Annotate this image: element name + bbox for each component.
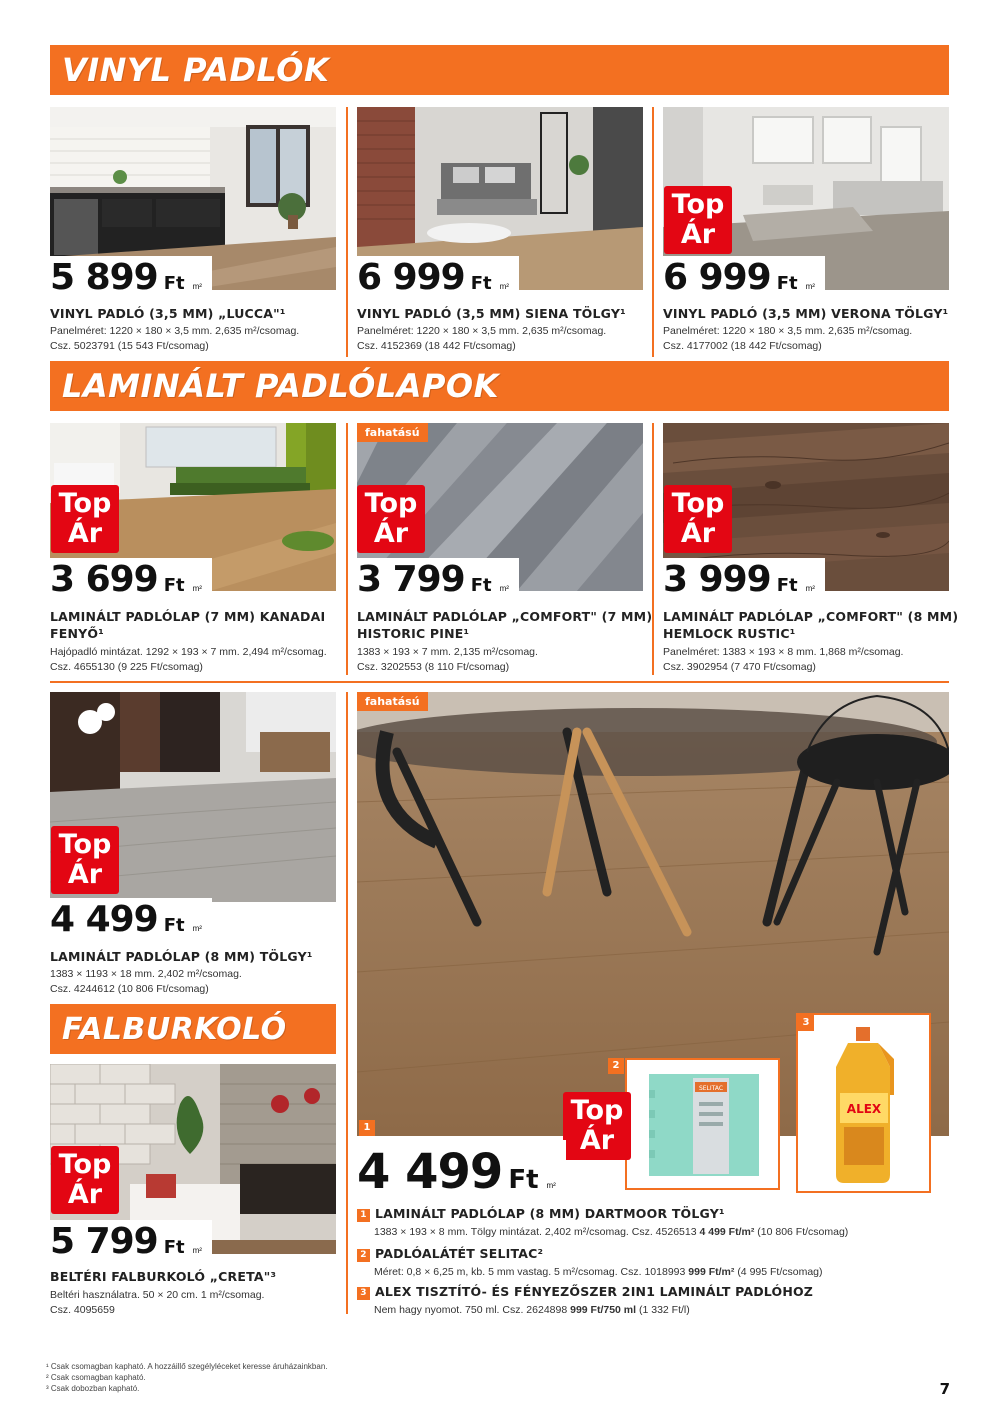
product-desc: Csz. 4244612 (10 806 Ft/csomag): [50, 983, 209, 995]
badge-line-top: Top: [364, 488, 418, 519]
product-desc: Panelméret: 1220 × 180 × 3,5 mm. 2,635 m²/csomag.: [357, 325, 607, 337]
product-title: LAMINÁLT PADLÓLAP „COMFORT" (8 MM): [663, 609, 959, 624]
price-currency: Ft: [163, 1237, 185, 1258]
product-desc: Csz. 4177002 (18 442 Ft/csomag): [663, 340, 822, 352]
item-number-square: 3: [357, 1287, 370, 1300]
price-unit: m²: [192, 1246, 202, 1255]
product-title: VINYL PADLÓ (3,5 MM) SIENA TÖLGY¹: [357, 306, 626, 321]
price-value: 3 999: [663, 559, 771, 600]
price-value: 3 799: [357, 559, 465, 600]
item-number-tag: 3: [798, 1015, 814, 1031]
badge-line-ar: Ár: [579, 1125, 615, 1156]
top-price-badge: [51, 826, 119, 894]
item-number-square: 2: [357, 1249, 370, 1262]
footnote: ³ Csak dobozban kapható.: [46, 1384, 140, 1393]
product-image-selitac[interactable]: [625, 1058, 780, 1190]
product-title: LAMINÁLT PADLÓLAP (8 MM) TÖLGY¹: [50, 949, 313, 964]
price-value: 4 499: [50, 899, 158, 940]
price-currency: Ft: [470, 273, 492, 294]
big-item-title: [357, 1205, 725, 1222]
product-desc: Csz. 5023791 (15 543 Ft/csomag): [50, 340, 209, 352]
price-value: 4 499: [357, 1144, 503, 1200]
price-box: [50, 1220, 212, 1262]
price-currency: Ft: [776, 575, 798, 596]
top-price-badge: [357, 485, 425, 553]
top-price-badge: [563, 1092, 631, 1160]
price-value: 5 899: [50, 257, 158, 298]
desc-rest: (1 332 Ft/l): [638, 1304, 690, 1316]
badge-line-ar: Ár: [67, 518, 103, 549]
section-title-laminate: LAMINÁLT PADLÓLAPOK: [62, 367, 499, 405]
big-item-title-text: ALEX TISZTÍTÓ- ÉS FÉNYEZŐSZER 2IN1 LAMINÁLT PADLÓHOZ: [375, 1284, 814, 1299]
wood-effect-tag: fahatású: [357, 423, 428, 442]
section-band-vinyl: [50, 45, 949, 95]
price-currency: Ft: [163, 915, 185, 936]
price-unit: m²: [192, 924, 202, 933]
price-box: [50, 558, 212, 600]
price-currency: Ft: [470, 575, 492, 596]
top-price-badge: [664, 186, 732, 254]
product-desc: 1383 × 1193 × 18 mm. 2,402 m²/csomag.: [50, 968, 242, 980]
price-unit: m²: [192, 584, 202, 593]
divider: [652, 423, 654, 675]
price-unit: m²: [499, 584, 509, 593]
price-box: [357, 256, 519, 298]
desc-text: Méret: 0,8 × 6,25 m, kb. 5 mm vastag. 5 m²/csomag. Csz. 1018993: [374, 1266, 686, 1278]
price-box: [663, 256, 825, 298]
price-value: 5 799: [50, 1221, 158, 1262]
product-title: VINYL PADLÓ (3,5 MM) VERONA TÖLGY¹: [663, 306, 949, 321]
section-band-laminate: [50, 361, 949, 411]
item-number-square: 1: [357, 1209, 370, 1222]
divider: [346, 107, 348, 357]
big-item-title-text: LAMINÁLT PADLÓLAP (8 MM) DARTMOOR TÖLGY¹: [375, 1206, 725, 1221]
badge-line-top: Top: [58, 488, 112, 519]
section-title-vinyl: VINYL PADLÓK: [62, 51, 330, 89]
page-number: 7: [939, 1380, 950, 1398]
badge-line-top: Top: [58, 829, 112, 860]
price-box: [357, 1140, 566, 1198]
big-item-title: [357, 1245, 543, 1262]
price-value: 3 699: [50, 559, 158, 600]
product-desc: Csz. 3902954 (7 470 Ft/csomag): [663, 661, 816, 673]
top-price-badge: [664, 485, 732, 553]
top-price-badge: [51, 485, 119, 553]
section-band-wall: [50, 1004, 336, 1054]
badge-line-top: Top: [671, 488, 725, 519]
product-title: HISTORIC PINE¹: [357, 626, 470, 641]
price-box: [50, 898, 212, 940]
big-item-desc: [374, 1265, 823, 1279]
desc-rest: (10 806 Ft/csomag): [757, 1226, 849, 1238]
product-title: BELTÉRI FALBURKOLÓ „CRETA"³: [50, 1269, 277, 1284]
product-title: LAMINÁLT PADLÓLAP „COMFORT" (7 MM): [357, 609, 653, 624]
big-item-desc: [374, 1303, 690, 1317]
price-currency: Ft: [508, 1165, 539, 1195]
desc-price: 4 499 Ft/m²: [699, 1226, 755, 1238]
desc-price: 999 Ft/750 ml: [570, 1304, 637, 1316]
product-title: FENYŐ¹: [50, 626, 104, 641]
product-desc: Hajópadló mintázat. 1292 × 193 × 7 mm. 2,494 m²/csomag.: [50, 646, 327, 658]
price-unit: m²: [805, 584, 815, 593]
product-title: LAMINÁLT PADLÓLAP (7 MM) KANADAI: [50, 609, 326, 624]
price-unit: m²: [192, 282, 202, 291]
divider: [346, 692, 348, 1314]
price-box: [663, 558, 825, 600]
badge-line-top: Top: [570, 1095, 624, 1126]
price-value: 6 999: [663, 257, 771, 298]
product-desc: Panelméret: 1383 × 193 × 8 mm. 1,868 m²/csomag.: [663, 646, 904, 658]
badge-line-top: Top: [58, 1149, 112, 1180]
product-desc: Csz. 4152369 (18 442 Ft/csomag): [357, 340, 516, 352]
bottle-label: ALEX: [846, 1102, 882, 1116]
badge-line-ar: Ár: [680, 518, 716, 549]
product-desc: Panelméret: 1220 × 180 × 3,5 mm. 2,635 m²/csomag.: [50, 325, 300, 337]
badge-line-ar: Ár: [67, 1179, 103, 1210]
wood-effect-tag: fahatású: [357, 692, 428, 711]
footnote: ² Csak csomagban kapható.: [46, 1373, 146, 1382]
price-value: 6 999: [357, 257, 465, 298]
product-desc: Csz. 4095659: [50, 1304, 115, 1316]
desc-price: 999 Ft/m²: [688, 1266, 735, 1278]
price-unit: m²: [499, 282, 509, 291]
desc-rest: (4 995 Ft/csomag): [737, 1266, 823, 1278]
desc-text: Nem hagy nyomot. 750 ml. Csz. 2624898: [374, 1304, 568, 1316]
price-currency: Ft: [776, 273, 798, 294]
product-title: VINYL PADLÓ (3,5 MM) „LUCCA"¹: [50, 306, 286, 321]
price-unit: m²: [546, 1181, 556, 1190]
price-unit: m²: [805, 282, 815, 291]
product-desc: Panelméret: 1220 × 180 × 3,5 mm. 2,635 m²/csomag.: [663, 325, 913, 337]
divider: [50, 681, 949, 683]
product-desc: Csz. 4655130 (9 225 Ft/csomag): [50, 661, 203, 673]
price-box: [357, 558, 519, 600]
product-desc: 1383 × 193 × 7 mm. 2,135 m²/csomag.: [357, 646, 538, 658]
footnotes: [46, 1361, 328, 1394]
price-currency: Ft: [163, 273, 185, 294]
big-item-title: [357, 1283, 813, 1300]
badge-line-ar: Ár: [373, 518, 409, 549]
divider: [652, 107, 654, 357]
desc-text: 1383 × 193 × 8 mm. Tölgy mintázat. 2,402 m²/csomag. Csz. 4526513: [374, 1226, 697, 1238]
product-desc: Beltéri használatra. 50 × 20 cm. 1 m²/csomag.: [50, 1289, 265, 1301]
top-price-badge: [51, 1146, 119, 1214]
product-desc: Csz. 3202553 (8 110 Ft/csomag): [357, 661, 510, 673]
big-item-title-text: PADLÓALÁTÉT SELITAC²: [375, 1246, 544, 1261]
big-item-desc: [374, 1225, 848, 1239]
item-number-tag: 1: [359, 1120, 375, 1136]
section-title-wall: FALBURKOLÓ: [62, 1011, 287, 1047]
box-label: SELITAC: [698, 1085, 724, 1092]
divider: [346, 423, 348, 675]
badge-line-top: Top: [671, 189, 725, 220]
badge-line-ar: Ár: [680, 219, 716, 250]
price-box: [50, 256, 212, 298]
product-title: HEMLOCK RUSTIC¹: [663, 626, 796, 641]
product-image-alex[interactable]: [796, 1013, 931, 1193]
price-currency: Ft: [163, 575, 185, 596]
badge-line-ar: Ár: [67, 859, 103, 890]
item-number-tag: 2: [608, 1058, 624, 1074]
footnote: ¹ Csak csomagban kapható. A hozzáillő szegélyléceket keresse áruházainkban.: [46, 1362, 328, 1371]
